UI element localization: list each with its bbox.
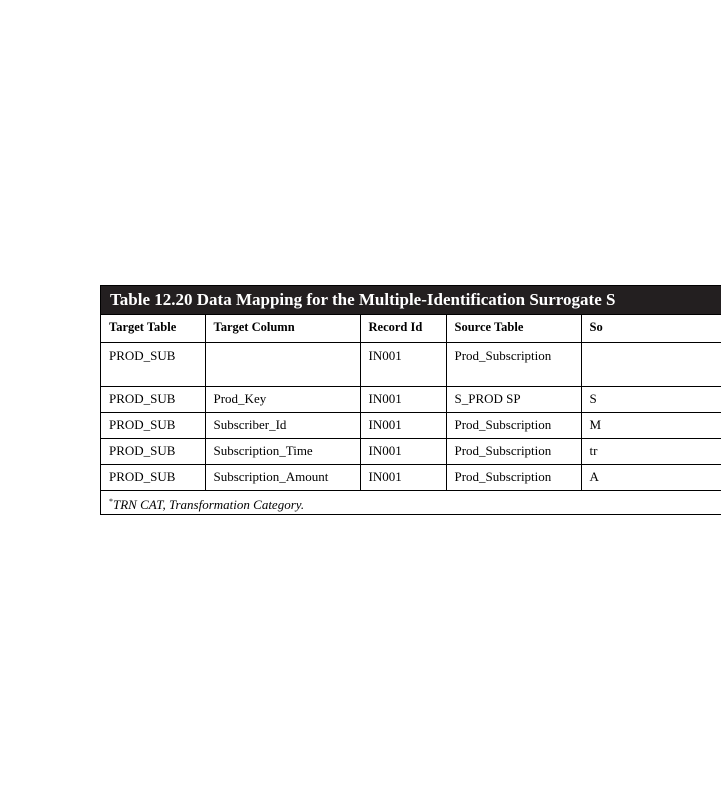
table-row bbox=[101, 413, 721, 439]
cell-target-table: PROD_SUB bbox=[101, 343, 205, 387]
cell-target-table: PROD_SUB bbox=[101, 387, 205, 413]
cell-source-column: S bbox=[581, 387, 721, 413]
cell-target-column: Subscription_Time bbox=[205, 439, 360, 465]
footnote-text: TRN CAT, Transformation Category. bbox=[113, 497, 305, 512]
cell-source-column: A bbox=[581, 465, 721, 491]
cell-source-table: Prod_Subscription bbox=[446, 439, 581, 465]
cell-target-column: Subscriber_Id bbox=[205, 413, 360, 439]
cell-target-table: PROD_SUB bbox=[101, 413, 205, 439]
table-title: Table 12.20 Data Mapping for the Multiple-Identification Surrogate S bbox=[101, 286, 721, 314]
header-target-column: Target Column bbox=[205, 315, 360, 343]
cell-source-table: Prod_Subscription bbox=[446, 413, 581, 439]
footnote-marker: * bbox=[109, 497, 113, 506]
cell-target-column: Prod_Key bbox=[205, 387, 360, 413]
table-footnote bbox=[101, 490, 721, 514]
cell-record-id: IN001 bbox=[360, 439, 446, 465]
cell-target-column: Subscription_Amount bbox=[205, 465, 360, 491]
table-row bbox=[101, 439, 721, 465]
cell-source-column: M bbox=[581, 413, 721, 439]
table-row bbox=[101, 343, 721, 387]
cell-record-id: IN001 bbox=[360, 387, 446, 413]
table-row bbox=[101, 387, 721, 413]
cell-record-id: IN001 bbox=[360, 343, 446, 387]
cell-record-id: IN001 bbox=[360, 413, 446, 439]
cell-source-table: S_PROD SP bbox=[446, 387, 581, 413]
cell-target-column bbox=[205, 343, 360, 387]
header-record-id: Record Id bbox=[360, 315, 446, 343]
cell-source-table: Prod_Subscription bbox=[446, 465, 581, 491]
cell-target-table: PROD_SUB bbox=[101, 439, 205, 465]
cell-source-column: tr bbox=[581, 439, 721, 465]
table-row bbox=[101, 465, 721, 491]
mapping-table bbox=[101, 314, 721, 490]
cell-target-table: PROD_SUB bbox=[101, 465, 205, 491]
cell-source-table: Prod_Subscription bbox=[446, 343, 581, 387]
header-source-table: Source Table bbox=[446, 315, 581, 343]
header-source-column: So bbox=[581, 315, 721, 343]
cell-record-id: IN001 bbox=[360, 465, 446, 491]
header-row bbox=[101, 315, 721, 343]
cell-source-column bbox=[581, 343, 721, 387]
data-mapping-table bbox=[100, 285, 721, 515]
header-target-table: Target Table bbox=[101, 315, 205, 343]
